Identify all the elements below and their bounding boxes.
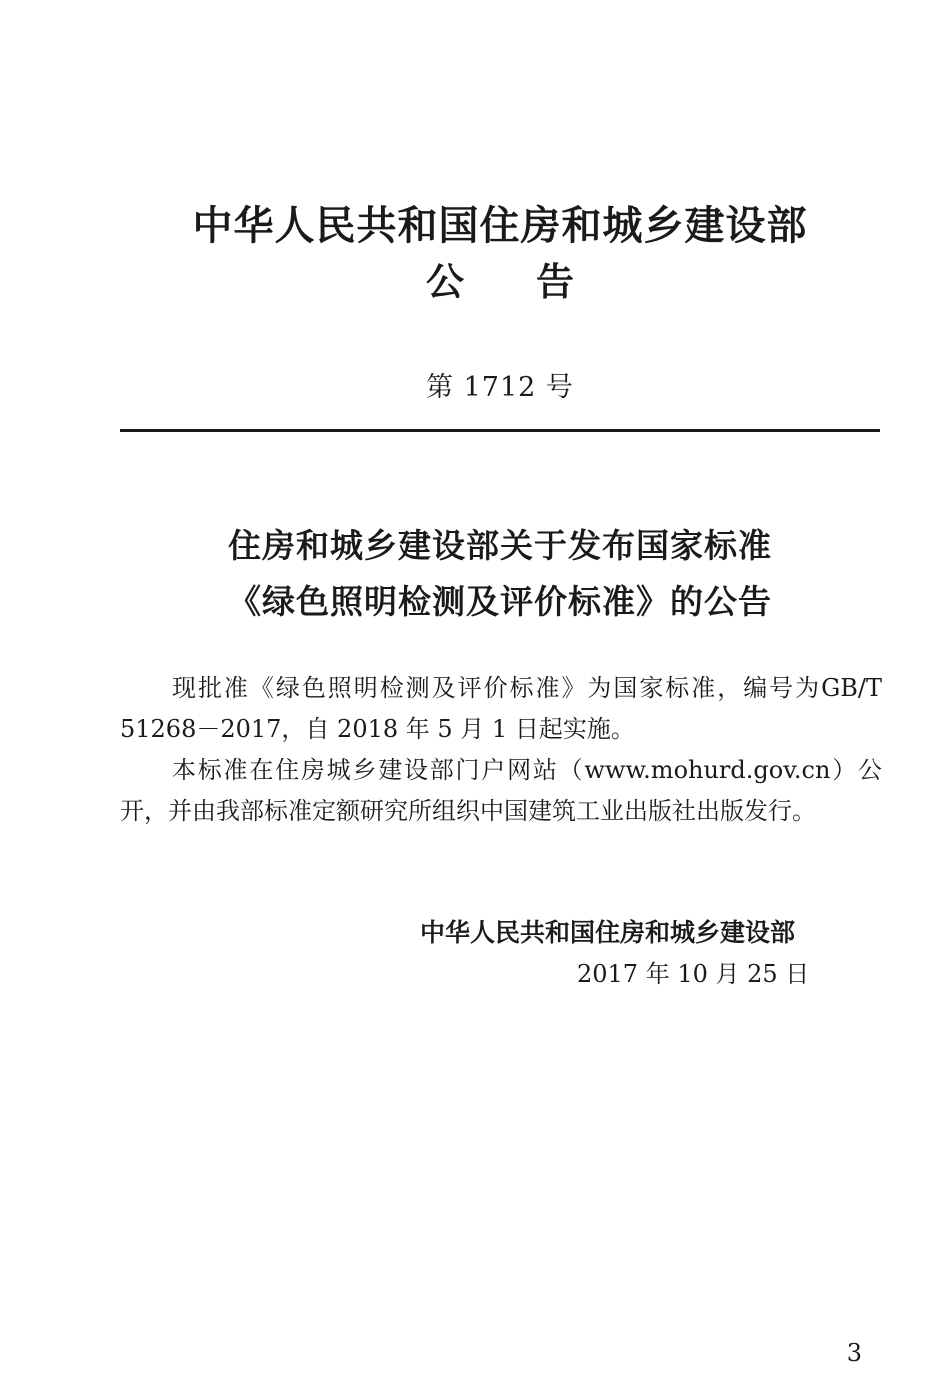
body-paragraph-publication: 本标准在住房城乡建设部门户网站（www.mohurd.gov.cn）公开，并由我部标准定额研究所组织中国建筑工业出版社出版发行。 — [120, 756, 882, 825]
signature-date: 2017 年 10 月 25 日 — [577, 960, 810, 988]
signature-block — [420, 912, 860, 994]
notice-number: 第 1712 号 — [426, 372, 574, 403]
document-title — [120, 518, 880, 630]
notice-body — [120, 668, 882, 832]
page-number: 3 — [846, 1339, 862, 1367]
issuing-ministry: 中华人民共和国住房和城乡建设部 — [192, 203, 808, 249]
document-title-line-2: 《绿色照明检测及评价标准》的公告 — [228, 582, 772, 621]
notice-heading: 公告 — [425, 260, 646, 304]
divider-rule — [120, 429, 880, 432]
body-paragraph-approval: 现批准《绿色照明检测及评价标准》为国家标准，编号为GB/T 51268－2017，自 2018 年 5 月 1 日起实施。 — [120, 674, 882, 743]
signature-organization: 中华人民共和国住房和城乡建设部 — [420, 918, 796, 947]
document-title-line-1: 住房和城乡建设部关于发布国家标准 — [228, 526, 772, 565]
